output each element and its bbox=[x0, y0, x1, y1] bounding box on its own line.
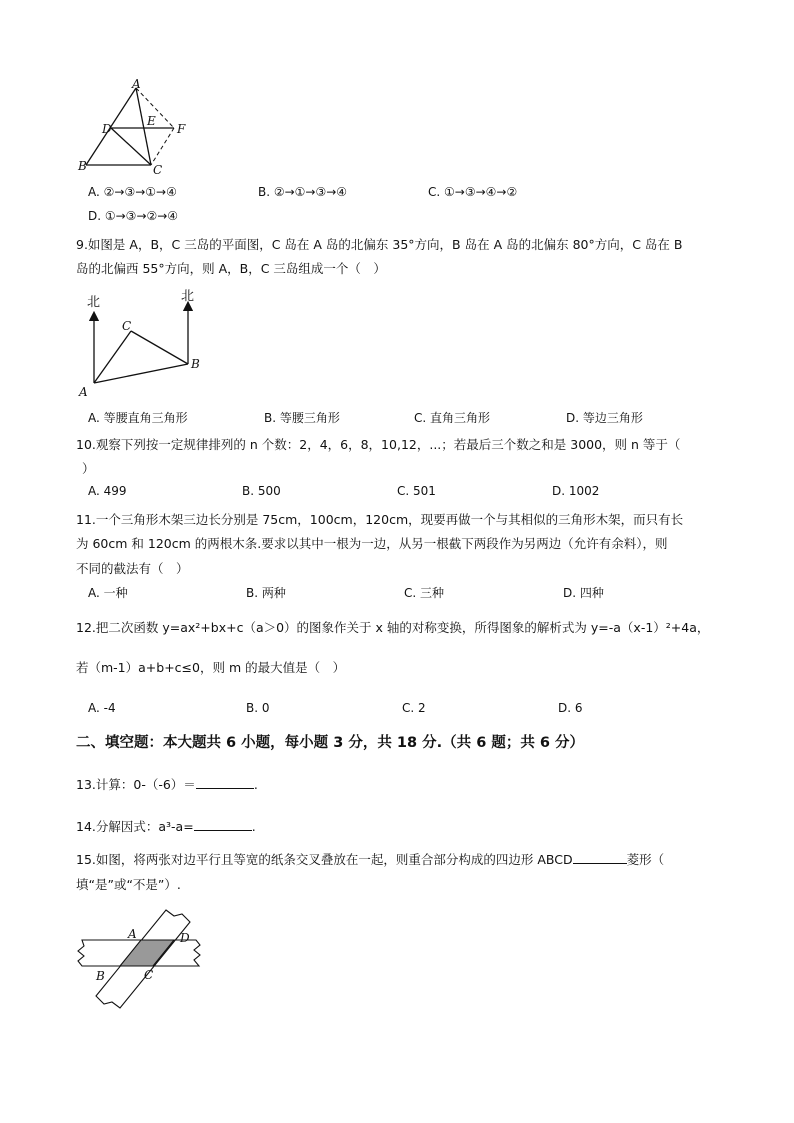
q11-line2: 为 60cm 和 120cm 的两根木条.要求以其中一根为一边，从另一根截下两段作为另两边（允许有余料），则 bbox=[76, 536, 668, 551]
q8-label-f: F bbox=[177, 122, 186, 136]
q8-figure bbox=[70, 78, 200, 178]
q9-line1: 9.如图是 A，B，C 三岛的平面图，C 岛在 A 岛的北偏东 35°方向，B 岛在 A 岛的北偏东 80°方向，C 岛在 B bbox=[76, 237, 683, 252]
q10-option-b: B. 500 bbox=[242, 484, 281, 498]
q12-line1: 12.把二次函数 y=ax²+bx+c（a＞0）的图象作关于 x 轴的对称变换，所得图象的解析式为 y=-a（x-1）²+4a， bbox=[76, 620, 710, 635]
q8-label-e: E bbox=[147, 114, 156, 128]
q8-dash-fc bbox=[151, 128, 174, 165]
q10-line2: ） bbox=[82, 461, 95, 476]
q15-suffix: 菱形（ bbox=[626, 852, 665, 867]
q8-option-d: D. ①→③→②→④ bbox=[88, 209, 179, 223]
q8-label-b: B bbox=[78, 159, 87, 173]
q11-option-a: A. 一种 bbox=[88, 586, 128, 600]
q15-text: 15.如图，将两张对边平行且等宽的纸条交叉叠放在一起，则重合部分构成的四边形 ABCD bbox=[76, 852, 573, 867]
q14-suffix: . bbox=[251, 819, 256, 834]
q11-line3: 不同的截法有（ ） bbox=[76, 561, 189, 576]
q14 bbox=[76, 817, 256, 835]
q12-option-d: D. 6 bbox=[558, 701, 583, 715]
q15-line1 bbox=[76, 850, 664, 868]
q15-label-a: A bbox=[128, 927, 137, 941]
q9-option-d: D. 等边三角形 bbox=[566, 411, 643, 425]
q9-line-ab bbox=[94, 364, 188, 383]
q11-option-d: D. 四种 bbox=[563, 586, 604, 600]
q15-label-b: B bbox=[96, 969, 105, 983]
q9-line2: 岛的北偏西 55°方向，则 A，B，C 三岛组成一个（ ） bbox=[76, 261, 386, 276]
q8-option-b: B. ②→①→③→④ bbox=[258, 185, 348, 199]
section-fill-in-title: 二、填空题：本大题共 6 小题，每小题 3 分，共 18 分.（共 6 题；共 6 分） bbox=[76, 735, 585, 751]
q15-figure bbox=[74, 904, 214, 1012]
q8-option-c: C. ①→③→④→② bbox=[428, 185, 518, 199]
q9-figure bbox=[74, 286, 214, 400]
q9-line-cb bbox=[131, 331, 188, 364]
q9-option-a: A. 等腰直角三角形 bbox=[88, 411, 188, 425]
q10-option-a: A. 499 bbox=[88, 484, 127, 498]
q11-option-b: B. 两种 bbox=[246, 586, 286, 600]
q12-line2: 若（m-1）a+b+c≤0，则 m 的最大值是（ ） bbox=[76, 660, 346, 675]
q10-option-c: C. 501 bbox=[397, 484, 436, 498]
q8-label-a: A bbox=[132, 78, 141, 91]
q15-line2: 填“是”或“不是”）. bbox=[76, 877, 181, 892]
q15-label-d: D bbox=[180, 931, 190, 945]
q9-label-b: B bbox=[191, 357, 200, 371]
q9-label-north1: 北 bbox=[87, 295, 101, 310]
q11-option-c: C. 三种 bbox=[404, 586, 445, 600]
q9-option-c: C. 直角三角形 bbox=[414, 411, 491, 425]
q9-label-north2: 北 bbox=[181, 289, 195, 304]
q13-suffix: . bbox=[253, 777, 258, 792]
q9-label-c: C bbox=[122, 319, 132, 333]
q15-label-c: C bbox=[144, 968, 154, 982]
q8-label-c: C bbox=[153, 163, 163, 177]
q14-text: 14.分解因式：a³-a= bbox=[76, 819, 194, 834]
q12-option-a: A. -4 bbox=[88, 701, 116, 715]
q9-label-a: A bbox=[79, 385, 88, 399]
q9-line-ac bbox=[94, 331, 131, 383]
q8-option-a: A. ②→③→①→④ bbox=[88, 185, 177, 199]
q11-line1: 11.一个三角形木架三边长分别是 75cm，100cm，120cm，现要再做一个与其相似的三角形木架，而只有长 bbox=[76, 512, 684, 527]
q12-option-c: C. 2 bbox=[402, 701, 426, 715]
q10-option-d: D. 1002 bbox=[552, 484, 600, 498]
q15-answer-blank[interactable] bbox=[573, 851, 627, 864]
q13-answer-blank[interactable] bbox=[196, 776, 254, 789]
q9-option-b: B. 等腰三角形 bbox=[264, 411, 340, 425]
q13-text: 13.计算：0-（-6）＝ bbox=[76, 777, 196, 792]
q13 bbox=[76, 775, 258, 793]
q8-label-d: D bbox=[102, 122, 112, 136]
q12-option-b: B. 0 bbox=[246, 701, 270, 715]
q14-answer-blank[interactable] bbox=[194, 818, 252, 831]
q10-line1: 10.观察下列按一定规律排列的 n 个数：2，4，6，8，10,12，...；若最后三个数之和是 3000，则 n 等于（ bbox=[76, 437, 681, 452]
